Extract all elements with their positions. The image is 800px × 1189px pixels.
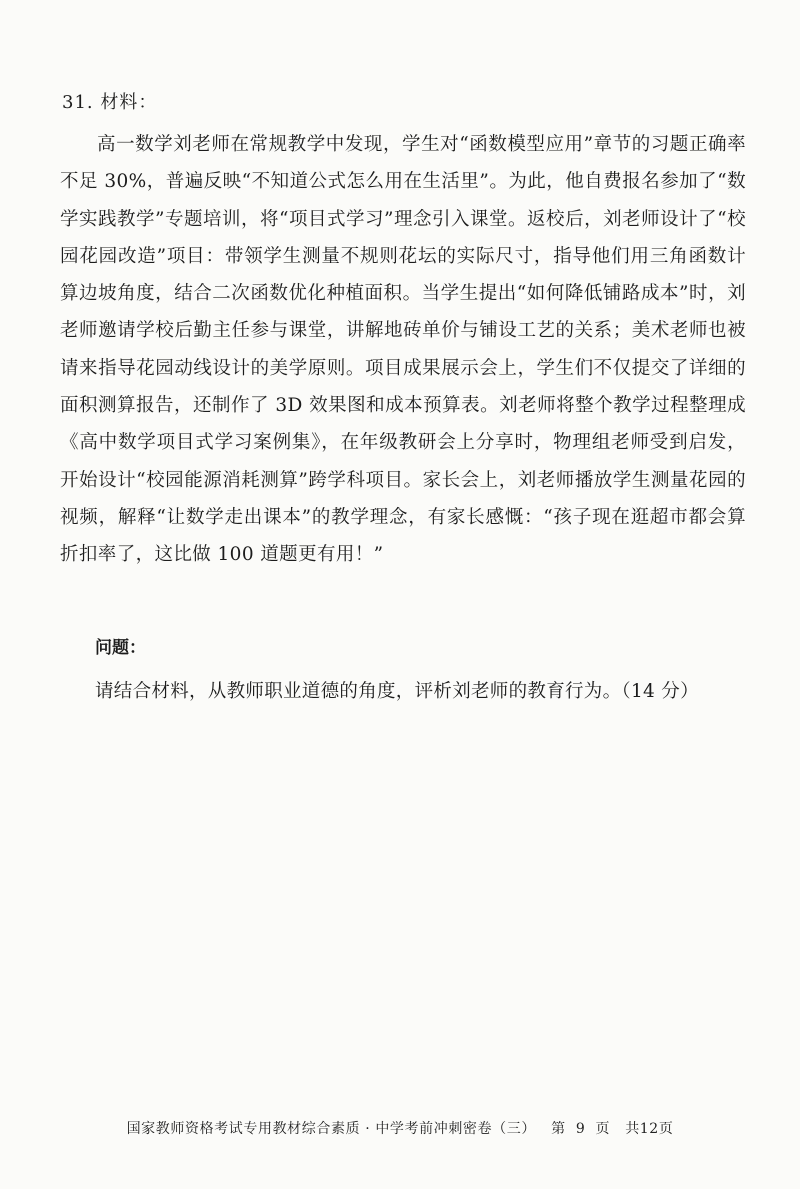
page-footer: [0, 1118, 800, 1138]
question-number-label: 31. 材料：: [62, 92, 158, 113]
question-prompt-label: 问题：: [95, 638, 146, 658]
footer-total-pages: 共12页: [625, 1121, 674, 1137]
footer-page-prefix: 第: [551, 1121, 566, 1137]
question-prompt-text: 请结合材料，从教师职业道德的角度，评析刘老师的教育行为。（14 分）: [95, 681, 699, 702]
footer-page-number: 9: [575, 1121, 586, 1137]
footer-page-suffix: 页: [595, 1121, 611, 1137]
material-paragraph: 高一数学刘老师在常规教学中发现，学生对“函数模型应用”章节的习题正确率不足 30%，普遍反映“不知道公式怎么用在生活里”。为此，他自费报名参加了“数学实践教学”专题培训，将“项目式学习”理念引入课堂。返校后，刘老师设计了“校园花园改造”项目：带领学生测量不规则花坛的实际尺寸，指导他们用三角函数计算边坡角度，结合二次函数优化种植面积。当学生提出“如何降低铺路成本”时，刘老师邀请学校后勤主任参与课堂，讲解地砖单价与铺设工艺的关系；美术老师也被请来指导花园动线设计的美学原则。项目成果展示会上，学生们不仅提交了详细的面积测算报告，还制作了 3D 效果图和成本预算表。刘老师将整个教学过程整理成《高中数学项目式学习案例集》，在年级教研会上分享时，物理组老师受到启发，开始设计“校园能源消耗测算”跨学科项目。家长会上，刘老师播放学生测量花园的视频，解释“让数学走出课本”的教学理念，有家长感慨：“孩子现在逛超市都会算折扣率了，这比做 100 道题更有用！”: [60, 134, 746, 566]
footer-book-title: 国家教师资格考试专用教材综合素质 · 中学考前冲刺密卷（三）: [126, 1121, 536, 1137]
